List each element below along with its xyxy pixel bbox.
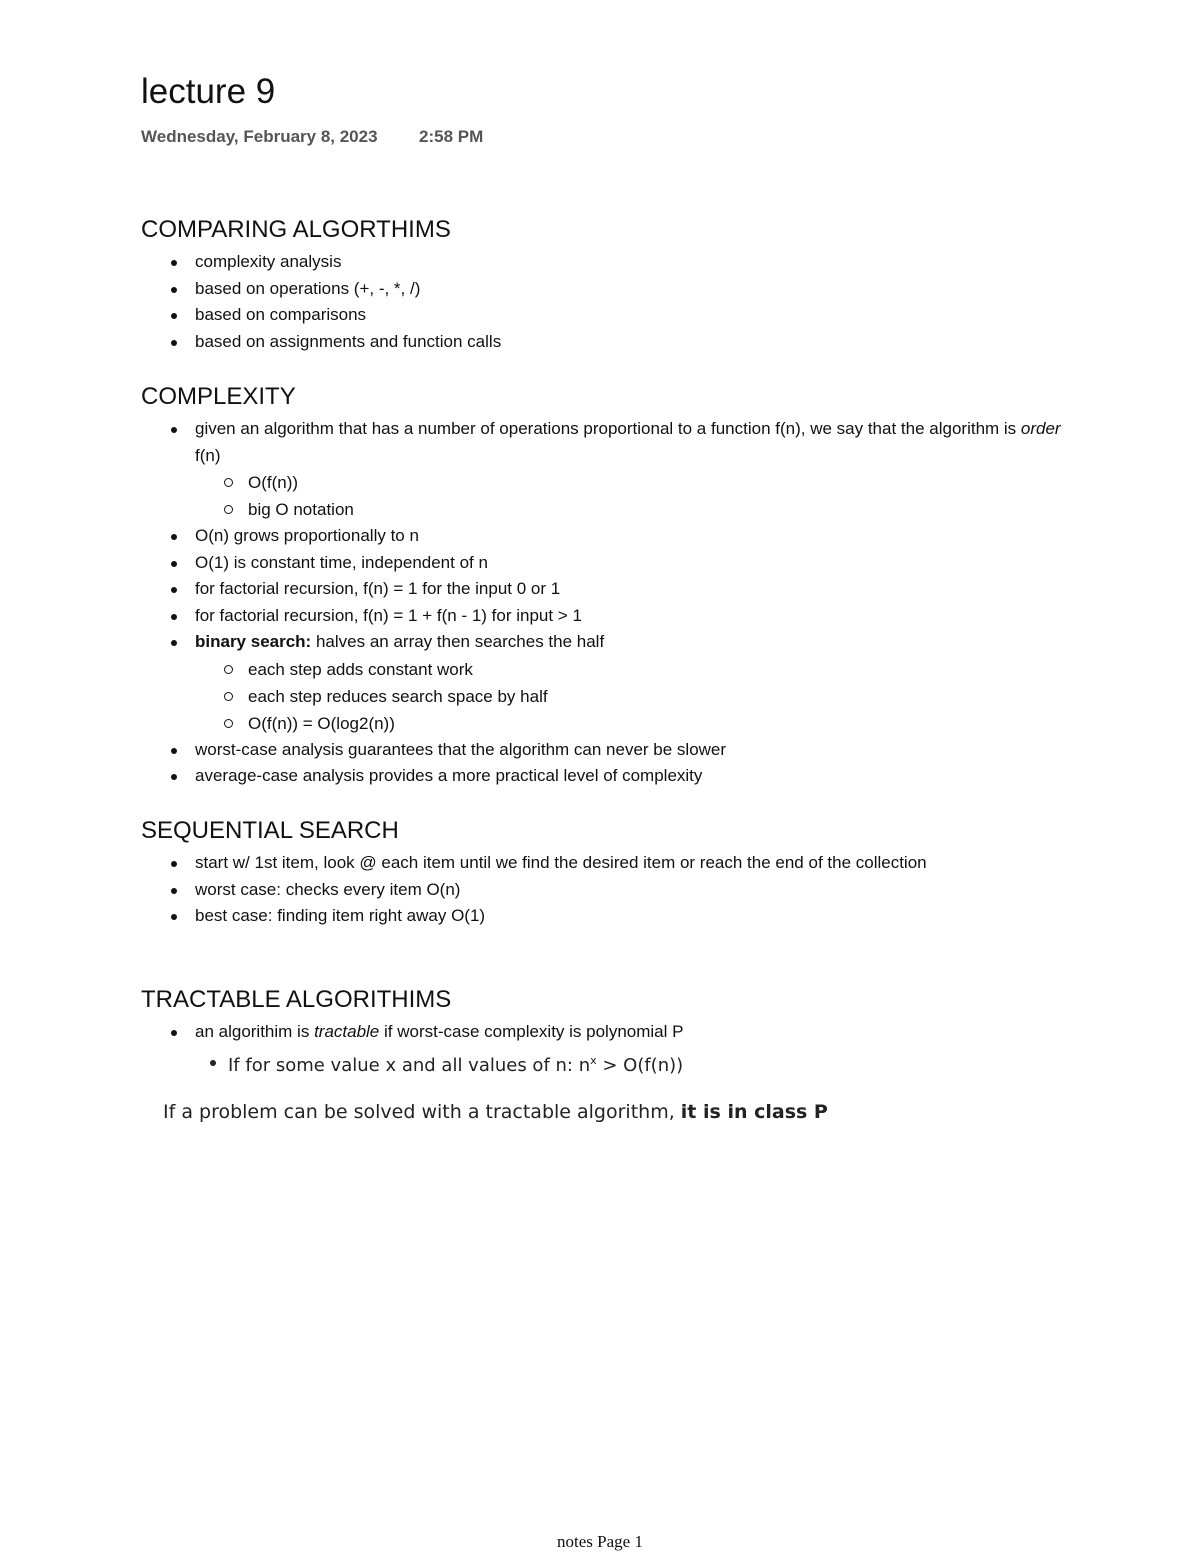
bold-term: it is in class P	[680, 1101, 828, 1123]
bullet-list	[141, 850, 1001, 930]
list-item-text: if worst-case complexity is polynomial P	[379, 1022, 684, 1041]
list-item: worst-case analysis guarantees that the algorithm can never be slower	[141, 737, 1071, 764]
list-item: average-case analysis provides a more practical level of complexity	[141, 763, 1071, 790]
list-item: O(n) grows proportionally to n	[141, 523, 1071, 550]
bullet-dot-icon	[210, 1060, 216, 1066]
sub-bullet-list	[195, 469, 1071, 523]
page-meta	[141, 127, 484, 147]
list-item	[141, 1019, 1071, 1046]
slide-text: > O(f(n))	[596, 1055, 684, 1076]
section-sequential	[141, 816, 1001, 930]
list-item-text: halves an array then searches the half	[311, 632, 605, 651]
list-item: best case: finding item right away O(1)	[141, 903, 1001, 930]
section-heading: COMPARING ALGORTHIMS	[141, 216, 451, 243]
list-item-text: given an algorithm that has a number of operations proportional to a function f(n), we say that the algorithm is	[195, 419, 1021, 438]
slide-text: If a problem can be solved with a tractable algorithm,	[163, 1101, 681, 1123]
section-tractable	[141, 985, 1071, 1046]
slide-statement	[163, 1101, 828, 1123]
sub-list-item: O(f(n))	[195, 469, 1071, 496]
sub-list-item: O(f(n)) = O(log2(n))	[195, 710, 1071, 737]
section-complexity	[141, 382, 1071, 790]
superscript: x	[590, 1054, 597, 1067]
list-item: O(1) is constant time, independent of n	[141, 550, 1071, 577]
slide-text: If for some value x and all values of n: n	[228, 1055, 591, 1076]
list-item: start w/ 1st item, look @ each item until we find the desired item or reach the end of the collection	[141, 850, 1001, 877]
list-item-text: an algorithim is	[195, 1022, 315, 1041]
list-item	[141, 416, 1071, 523]
sub-list-item: big O notation	[195, 496, 1071, 523]
bold-term: binary search:	[195, 632, 312, 651]
emphasis-text: tractable	[314, 1022, 380, 1041]
section-heading: SEQUENTIAL SEARCH	[141, 817, 399, 844]
sub-list-item: each step adds constant work	[195, 656, 1071, 683]
bullet-list	[141, 249, 1071, 355]
list-item: based on comparisons	[141, 302, 1071, 329]
section-heading: COMPLEXITY	[141, 383, 296, 410]
page-footer: notes Page 1	[557, 1532, 643, 1551]
list-item: complexity analysis	[141, 249, 1071, 276]
section-heading: TRACTABLE ALGORITHIMS	[141, 986, 452, 1013]
page-date: Wednesday, February 8, 2023	[141, 127, 378, 146]
bullet-list	[141, 1019, 1071, 1046]
list-item-text: f(n)	[195, 445, 221, 465]
list-item: worst case: checks every item O(n)	[141, 877, 1001, 904]
list-item: based on assignments and function calls	[141, 329, 1071, 356]
page-title: lecture 9	[141, 72, 276, 111]
list-item: for factorial recursion, f(n) = 1 + f(n - 1) for input > 1	[141, 603, 1071, 630]
sub-list-item: each step reduces search space by half	[195, 683, 1071, 710]
list-item	[141, 629, 1071, 737]
list-item: based on operations (+, -, *, /)	[141, 276, 1071, 303]
page-time: 2:58 PM	[419, 127, 484, 146]
section-comparing	[141, 215, 1071, 355]
list-item: for factorial recursion, f(n) = 1 for the input 0 or 1	[141, 576, 1071, 603]
emphasis-text: order	[1020, 419, 1061, 438]
bullet-list	[141, 416, 1071, 790]
slide-bullet-text	[210, 1054, 683, 1076]
sub-bullet-list	[195, 656, 1071, 737]
